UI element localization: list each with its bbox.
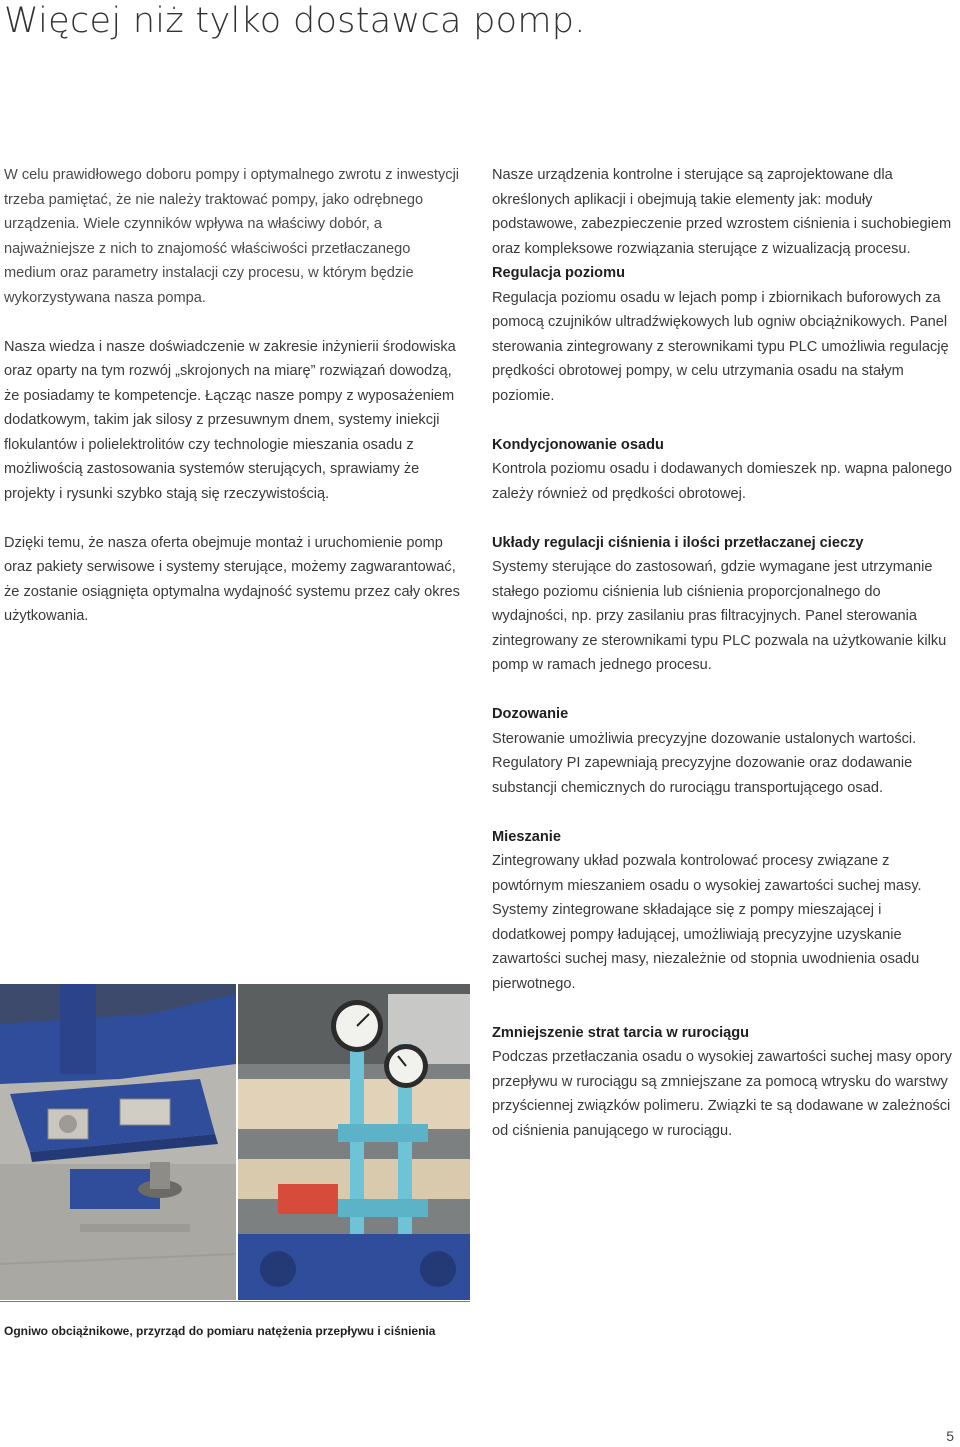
section-heading: Dozowanie — [492, 706, 569, 722]
section-heading: Mieszanie — [492, 828, 561, 845]
photo-strip — [0, 984, 470, 1300]
section-heading: Układy regulacji ciśnienia i ilości przetłaczanej cieczy — [492, 534, 864, 551]
section-pressure-flow-control — [492, 531, 958, 678]
right-column — [492, 163, 958, 1168]
page-number: 5 — [946, 1428, 954, 1444]
section-heading: Regulacja poziomu — [492, 265, 625, 281]
intro-paragraph: W celu prawidłowego doboru pompy i optymalnego zwrotu z inwestycji trzeba pamiętać, że nie należy traktować pompy, jako odrębnego urządzenia. Wiele czynników wpływa na właściwy dobór, a najważniejsze z nich to znajomość właściwości przetłaczanego medium oraz parametry instalacji czy procesu, w którym będzie wykorzystywana nasza pompa. — [4, 167, 460, 306]
load-cell-photo — [0, 984, 236, 1300]
page-title: Więcej niż tylko dostawca pomp. — [4, 1, 586, 41]
left-column — [4, 163, 460, 653]
section-heading: Kondycjonowanie osadu — [492, 436, 664, 453]
section-text: Systemy sterujące do zastosowań, gdzie wymagane jest utrzymanie stałego poziomu ciśnienia lub ciśnienia proporcjonalnego do wydajności, np. przy zasilaniu pras filtracyjnych. Panel sterowania zintegrowany ze sterownikami typu PLC pozwala na użytkowanie kilku pomp w ramach jednego procesu. — [492, 559, 947, 673]
section-dosing — [492, 702, 958, 800]
section-text: Podczas przetłaczania osadu o wysokiej zawartości suchej masy opory przepływu w rurociągu są zmniejszane za pomocą wtrysku do warstwy przyściennej związków polimeru. Związki te są dodawane w zależności od ciśnienia panującego w rurociągu. — [492, 1049, 952, 1139]
section-text: Kontrola poziomu osadu i dodawanych domieszek np. wapna palonego zależy również od prędkości obrotowej. — [492, 461, 953, 502]
section-text: Regulacja poziomu osadu w lejach pomp i zbiornikach buforowych za pomocą czujników ultradźwiękowych lub ogniw obciążnikowych. Panel sterowania zintegrowany z sterownikami typu PLC umożliwia regulację prędkości obrotowej pompy, w celu utrzymania osadu na stałym poziomie. — [492, 289, 949, 404]
controls-intro: Nasze urządzenia kontrolne i sterujące są zaprojektowane dla określonych aplikacji i obejmują takie elementy jak: moduły podstawowe, zabezpieczenie przed wzrostem ciśnienia i suchobiegiem oraz kompleksowe rozwiązania sterujące z wizualizacją procesu. — [492, 167, 952, 257]
flow-meter-illustration — [238, 984, 470, 1300]
section-text: Zintegrowany układ pozwala kontrolować procesy związane z powtórnym mieszaniem osadu o wysokiej zawartości suchej masy. Systemy zintegrowane składające się z pompy mieszającej i dodatkowej pompy ładującej, umożliwiają precyzyjne uzyskanie zawartości suchej masy, niezależnie od stopnia uwodnienia osadu pierwotnego. — [492, 853, 922, 992]
service-paragraph: Dzięki temu, że nasza oferta obejmuje montaż i uruchomienie pomp oraz pakiety serwisowe i systemy sterujące, możemy zagwarantować, że zostanie osiągnięta optymalna wydajność systemu przez cały okres użytkowania. — [4, 534, 460, 624]
caption-divider — [0, 1301, 470, 1302]
section-mixing — [492, 825, 958, 997]
load-cell-illustration — [0, 984, 236, 1300]
expertise-paragraph: Nasza wiedza i nasze doświadczenie w zakresie inżynierii środowiska oraz oparty na tym rozwój „skrojonych na miarę” rozwiązań dowodzą, że posiadamy te kompetencje. Łącząc nasze pompy z wyposażeniem dodatkowym, takim jak silosy z przesuwnym dnem, systemy iniekcji flokulantów i polielektrolitów czy technologie mieszania osadu z możliwością zastosowania systemów sterujących, sprawiamy że projekty i rysunki szybko stają się rzeczywistością. — [4, 338, 456, 502]
section-sludge-conditioning — [492, 433, 958, 507]
photo-caption: Ogniwo obciążnikowe, przyrząd do pomiaru natężenia przepływu i ciśnienia — [4, 1324, 436, 1338]
flow-meter-photo — [238, 984, 470, 1300]
section-heading: Zmniejszenie strat tarcia w rurociągu — [492, 1024, 750, 1041]
section-level-control — [492, 261, 958, 408]
section-text: Sterowanie umożliwia precyzyjne dozowanie ustalonych wartości. Regulatory PI zapewniają precyzyjne dozowanie oraz dodawanie substancji chemicznych do rurociągu transportującego osad. — [492, 730, 917, 796]
section-friction-reduction — [492, 1021, 958, 1144]
